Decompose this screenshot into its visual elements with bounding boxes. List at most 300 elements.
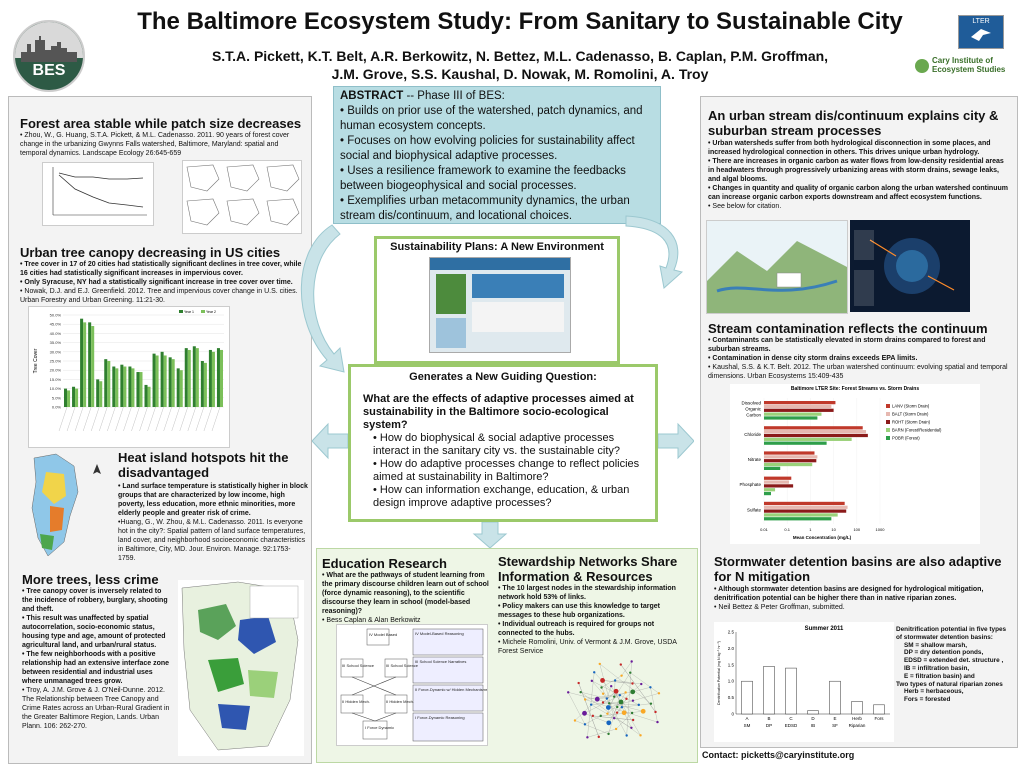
network-edge	[616, 713, 632, 729]
stewardship-title: Stewardship Networks Share Information & Resources	[498, 554, 678, 584]
contam-xtick: 0.01	[760, 527, 768, 532]
question-sub-3: • How can information exchange, education, & urban design improve adaptive processes?	[373, 484, 630, 509]
contam-category: Chloride	[744, 431, 761, 437]
network-node	[610, 685, 612, 687]
contamination-title: Stream contamination reflects the continuum	[708, 321, 988, 336]
canopy-bar	[204, 363, 207, 407]
canopy-bar	[177, 368, 180, 407]
contam-xlabel: Mean Concentration (mg/L)	[792, 535, 852, 540]
contam-legend-swatch	[886, 420, 890, 424]
contamination-bullet-1: • Contaminants can be statistically elevated in storm drains compared to forest and suburban streams.	[708, 337, 986, 353]
left-arrow-icon	[312, 422, 348, 460]
contam-category: Nitrate	[747, 457, 761, 462]
canopy-xtick-mark	[204, 407, 212, 431]
stormwater-bullet-1: • Although stormwater detention basins are designed for hydrological mitigation, denitrification potential can be higher there than in native riparian zones.	[714, 586, 984, 602]
canopy-bar	[128, 367, 131, 407]
canopy-bullet-2: • Only Syracuse, NY had a statistically significant increase in tree cover over time.	[20, 279, 293, 286]
urbanstream-bullet-3: • Changes in quantity and quality of organic carbon along the urban watershed continuum can increase organic carbon exports downstream and affect ecosystem functions.	[708, 185, 1008, 201]
network-node	[595, 697, 600, 702]
bes-logo	[13, 20, 85, 92]
diagram-label-force: I Force Dynamic	[365, 725, 395, 730]
network-node	[624, 691, 626, 693]
stormwater-legend-5: IB = infiltration basin,	[904, 664, 970, 672]
stormwater-legend-8: Herb = herbaceous,	[904, 688, 964, 696]
canopy-bar	[156, 355, 159, 407]
question-sub-1: • How do biophysical & social adaptive processes interact in the sanitary city vs. the sustainable city?	[373, 432, 621, 457]
network-node	[638, 704, 640, 706]
contamination-bullet-3: • Kaushal, S.S. & K.T. Belt. 2012. The urban watershed continuum: evolving spatial and temporal dimensions. Urban Ecosystems 15:409-435	[708, 364, 1008, 380]
learning-pathway-diagram	[336, 624, 488, 746]
contact-email[interactable]: Contact: picketts@caryinstitute.org	[702, 750, 855, 760]
forest-line-chart	[42, 162, 154, 226]
contam-bar	[764, 413, 821, 416]
network-node	[600, 678, 605, 683]
network-node	[574, 719, 576, 721]
canopy-bar	[145, 385, 148, 407]
network-edge	[575, 720, 609, 733]
stormwater-legend-9: Fors = forested	[904, 696, 951, 704]
canopy-bar	[201, 361, 204, 407]
question-heading: Generates a New Guiding Question:	[409, 371, 597, 383]
contam-bar	[764, 426, 863, 429]
stewardship-bullet-4: • Michele Romolini, Univ. of Vermont & J.M. Grove, USDA Forest Service	[498, 639, 677, 655]
network-node	[584, 698, 586, 700]
network-node	[629, 671, 631, 673]
stewardship-network	[560, 650, 670, 754]
network-edge	[603, 680, 633, 683]
canopy-bar	[83, 322, 86, 407]
denit-ytick: 1.5	[727, 662, 734, 668]
contam-xtick: 10	[831, 527, 836, 532]
canopy-title: Urban tree canopy decreasing in US cities	[20, 245, 281, 260]
contam-bar	[764, 513, 838, 516]
contam-bar	[764, 401, 835, 404]
canopy-ytick: 30.0%	[49, 349, 61, 355]
network-node	[630, 660, 632, 662]
network-node	[606, 697, 608, 699]
cary-logo	[914, 56, 1014, 76]
lter-logo	[958, 15, 1004, 49]
canopy-xtick-mark	[148, 407, 156, 431]
stormwater-legend	[896, 626, 1008, 704]
network-edge	[585, 716, 601, 724]
canopy-bar	[193, 346, 196, 407]
moretrees-title: More trees, less crime	[22, 572, 159, 587]
heat-bullet-1: • Land surface temperature is statistically higher in block groups that are characterized by low income, high poverty, less education, more ethnic minorities, more elderly people and greater risk of crime.	[118, 483, 308, 517]
network-node	[600, 715, 602, 717]
canopy-bar	[112, 367, 115, 407]
network-edge	[633, 687, 651, 692]
network-node	[632, 699, 634, 701]
network-node	[567, 691, 569, 693]
plans-screenshot	[429, 257, 571, 353]
denit-bar	[830, 681, 841, 714]
denitrification-chart	[714, 622, 894, 742]
stormwater-legend-3: DP = dry detention ponds,	[904, 649, 984, 657]
canopy-bar	[104, 359, 107, 407]
denit-bar	[852, 702, 863, 714]
network-node	[625, 698, 627, 700]
lter-logo-text: LTER	[972, 18, 990, 25]
denit-ytick: 1.0	[727, 678, 734, 684]
crime-map	[178, 580, 304, 756]
abstract-box	[333, 86, 661, 224]
diagram-label-school-right: III School Science	[386, 663, 419, 668]
stewardship-bullet-3: • Individual outreach is required for groups not connected to the hubs.	[498, 621, 655, 637]
diagram-row-4: I Force-Dynamic Reasoning	[415, 715, 465, 720]
contam-bar	[764, 506, 848, 509]
heat-island-map	[26, 452, 86, 562]
denit-category: EDSD	[784, 723, 798, 728]
stormwater-legend-1: of stormwater detention basins:	[896, 633, 993, 641]
abstract-bullet-1: • Builds on prior use of the watershed, patch dynamics, and human ecosystem concepts.	[340, 105, 643, 132]
canopy-bar	[169, 357, 172, 407]
canopy-legend-label: Year 2	[206, 310, 216, 314]
contam-bar	[764, 409, 834, 412]
network-node	[616, 706, 618, 708]
heat-bullet-2: •Huang, G., W. Zhou, & M.L. Cadenasso. 2011. Is everyone hot in the city?: Spatial pattern of land surface temperatures, land cover, and neighborhood socioeconomic characteristics in Baltimore, City, MD. Jour. Environ. Manage. 92:1753-1759.	[118, 519, 306, 562]
stormwater-title: Stormwater detention basins are also adaptive for N mitigation	[714, 554, 1002, 584]
denit-bar	[742, 681, 753, 714]
canopy-bar	[136, 372, 139, 407]
authors	[170, 47, 870, 83]
stormwater-bullet-2: • Neil Bettez & Peter Groffman, submitted.	[714, 604, 845, 611]
abstract-heading-bold: ABSTRACT	[340, 90, 404, 102]
contam-bar	[764, 467, 780, 470]
canopy-bar	[91, 326, 94, 407]
contam-category: Organic	[745, 406, 761, 412]
canopy-ytick: 0.0%	[51, 404, 61, 410]
forest-citation: • Zhou, W., G. Huang, S.T.A. Pickett, & M.L. Cadenasso. 2011. 90 years of forest cover change in the urbanizing Gwynns Falls watershed, Baltimore, Maryland: spatial and temporal dynamics. Landscape Ecology 26:645-659	[20, 132, 290, 157]
network-node	[586, 736, 588, 738]
network-node	[582, 711, 587, 716]
canopy-bar	[172, 359, 175, 407]
canopy-text	[20, 260, 305, 305]
canopy-ytick: 50.0%	[49, 312, 61, 318]
canopy-bar	[131, 368, 134, 407]
contam-bar	[764, 517, 831, 520]
canopy-xtick-mark	[123, 407, 131, 431]
canopy-bar	[212, 352, 215, 407]
network-node	[621, 706, 623, 708]
stormwater-legend-6: E = filtration basin) and	[904, 672, 975, 680]
canopy-xtick-mark	[67, 407, 75, 431]
denit-letter: A	[745, 716, 749, 721]
canopy-bar	[209, 350, 212, 407]
education-title: Education Research	[322, 556, 447, 571]
denit-letter: C	[789, 716, 793, 721]
network-node	[616, 711, 618, 713]
canopy-xtick-mark	[156, 407, 164, 431]
contam-xtick: 1000	[875, 527, 885, 532]
contam-bar	[764, 438, 852, 441]
contamination-bullet-2: • Contamination in dense city storm drains exceeds EPA limits.	[708, 355, 918, 362]
abstract-heading	[340, 89, 654, 104]
contam-bar	[764, 455, 817, 458]
contam-xtick: 0.1	[784, 527, 790, 532]
canopy-ylabel: Tree Cover	[33, 348, 39, 374]
down-arrow-2-icon	[470, 522, 510, 548]
canopy-bar	[64, 389, 67, 407]
network-node	[584, 723, 586, 725]
denit-category: SM	[743, 723, 751, 728]
network-node	[654, 711, 656, 713]
network-node	[598, 736, 600, 738]
contam-bar	[764, 405, 831, 408]
canopy-ytick: 40.0%	[49, 330, 61, 336]
denit-ylabel: Denitrification Potential (mg N kg⁻¹ hr⁻¹)	[717, 641, 721, 705]
contam-legend-swatch	[886, 436, 890, 440]
education-bullet-1: • What are the pathways of student learning from the primary discourse children learn out of school (force dynamic reasoning), to the scientific discourse they learn in school (model-based reasoning)?	[322, 572, 489, 615]
stormwater-legend-4: EDSD = extended det. structure ,	[904, 657, 1004, 665]
question-subs	[363, 432, 643, 510]
moretrees-bullet-3: • The few neighborhoods with a positive relationship had an extensive interface zone between residential and industrial uses where unmanaged trees grow.	[22, 651, 170, 685]
urbanstream-bullet-2: • There are increases in organic carbon as water flows from low-density residential areas in headwaters through progressively urbanizing areas with storm drains, sewage leaks, and algal blooms.	[708, 158, 1004, 183]
network-node	[630, 689, 635, 694]
stewardship-text	[498, 584, 690, 656]
network-node	[620, 674, 622, 676]
denit-letter: B	[767, 716, 771, 721]
contam-category: Phosphate	[739, 482, 761, 488]
denit-letter: D	[811, 716, 815, 721]
diagram-label-hidden-right: II Hidden Mech.	[386, 699, 415, 704]
canopy-ytick: 35.0%	[49, 340, 61, 346]
stewardship-bullet-1: • The 10 largest nodes in the stewardship information network hold 53% of links.	[498, 585, 676, 601]
poster-title: The Baltimore Ecosystem Study: From Sanitary to Sustainable City	[137, 8, 903, 35]
contam-category: Dissolved	[741, 400, 761, 406]
canopy-ytick: 10.0%	[49, 386, 61, 392]
canopy-bar	[139, 372, 142, 407]
contam-bar	[764, 442, 827, 445]
canopy-bar	[220, 350, 223, 407]
network-edge	[575, 699, 597, 720]
contam-legend-label: POBR (Forest)	[892, 435, 920, 441]
network-node	[632, 719, 634, 721]
right-curve-arrow-icon	[620, 212, 700, 292]
network-edge	[630, 673, 659, 694]
denit-letter: Herb	[852, 716, 862, 721]
contam-legend-swatch	[886, 428, 890, 432]
diagram-row-2: III School Science Narratives	[415, 659, 467, 664]
denit-letter: Fors	[874, 716, 884, 721]
canopy-xtick-mark	[75, 407, 83, 431]
urbanstream-text	[708, 139, 1008, 211]
canopy-legend-label: Year 1	[184, 310, 194, 314]
canopy-legend-swatch	[201, 310, 205, 313]
network-node	[619, 700, 624, 705]
canopy-xtick-mark	[99, 407, 107, 431]
network-node	[614, 689, 619, 694]
denit-ytick: 0	[731, 711, 734, 717]
abstract-bullet-3: • Uses a resilience framework to examine the feedbacks between biogeophysical and social processes.	[340, 165, 626, 192]
denit-bar	[874, 705, 885, 714]
canopy-ytick: 5.0%	[51, 395, 61, 401]
contam-bar	[764, 459, 816, 462]
contam-bar	[764, 492, 771, 495]
canopy-bar	[153, 354, 156, 407]
denit-letter: E	[833, 716, 837, 721]
canopy-xtick-mark	[83, 407, 91, 431]
network-node	[607, 733, 609, 735]
contam-bar	[764, 480, 789, 483]
contam-bar	[764, 477, 791, 480]
denit-ytick: 2.0	[727, 645, 734, 651]
canopy-xtick-mark	[140, 407, 148, 431]
authors-line-1: S.T.A. Pickett, K.T. Belt, A.R. Berkowitz, N. Bettez, M.L. Cadenasso, B. Caplan, P.M. Groffman,	[211, 48, 829, 64]
education-text	[322, 571, 494, 625]
canopy-bar	[67, 390, 70, 407]
watershed-illustration	[706, 220, 848, 314]
canopy-bar	[123, 367, 126, 407]
network-node	[591, 680, 593, 682]
stormwater-text	[714, 585, 1010, 612]
urbanstream-bullet-1: • Urban watersheds suffer from both hydrological disconnection in some places, and increased hydrological connection in others. This drives unique urban hydrology.	[708, 140, 991, 156]
question-box	[348, 364, 658, 522]
network-node	[625, 734, 627, 736]
canopy-xtick-mark	[91, 407, 99, 431]
network-node	[631, 682, 633, 684]
diagram-label-hidden-left: II Hidden Mech.	[342, 699, 371, 704]
canopy-xtick-mark	[188, 407, 196, 431]
network-node	[606, 712, 608, 714]
network-node	[599, 663, 601, 665]
denit-title: Summer 2011	[804, 626, 844, 632]
canopy-xtick-mark	[115, 407, 123, 431]
left-curve-arrow-icon	[282, 220, 352, 380]
bird-icon	[969, 25, 993, 43]
contam-bar	[764, 463, 812, 466]
denit-group-label: Riparian	[848, 723, 866, 728]
cary-logo-text: Cary Institute of Ecosystem Studies	[932, 56, 1006, 74]
denit-category: IB	[810, 723, 816, 728]
canopy-bar	[188, 350, 191, 407]
forest-title: Forest area stable while patch size decreases	[20, 116, 302, 131]
canopy-bar	[180, 370, 183, 407]
canopy-ytick: 20.0%	[49, 367, 61, 373]
canopy-bar	[196, 348, 199, 407]
network-node	[650, 702, 652, 704]
network-node	[615, 728, 617, 730]
plans-box	[374, 236, 620, 364]
canopy-bar	[99, 381, 102, 407]
canopy-ytick: 15.0%	[49, 376, 61, 382]
contam-xtick: 100	[853, 527, 861, 532]
contam-legend-label: ROHT (Storm Drain)	[892, 419, 931, 425]
abstract-bullet-2: • Focuses on how evolving policies for sustainability affect social and biophysical adaptive processes.	[340, 135, 635, 162]
contam-bar	[764, 416, 817, 419]
network-node	[631, 712, 633, 714]
network-node	[620, 663, 622, 665]
contam-bar	[764, 430, 866, 433]
diagram-row-1: IV Model-Based Reasoning	[415, 631, 464, 636]
canopy-bar	[96, 379, 99, 407]
network-node	[592, 715, 594, 717]
network-node	[640, 683, 642, 685]
urbanstream-title: An urban stream dis/continuum explains city & suburban stream processes	[708, 108, 999, 138]
contam-xtick: 1	[809, 527, 812, 532]
contam-legend-label: BALT (Storm Drain)	[892, 411, 929, 417]
leaf-icon	[914, 58, 930, 74]
denit-ytick: 2.5	[727, 629, 734, 635]
contam-category: Carbon	[746, 412, 761, 418]
diagram-label-iv: IV Model Based	[369, 632, 398, 637]
canopy-bar	[107, 361, 110, 407]
contamination-chart	[730, 384, 980, 544]
authors-line-2: J.M. Grove, S.S. Kaushal, D. Nowak, M. Romolini, A. Troy	[331, 66, 709, 82]
network-node	[619, 694, 621, 696]
network-node	[580, 691, 582, 693]
network-node	[600, 686, 602, 688]
network-node	[630, 727, 632, 729]
abstract-bullet-4: • Exemplifies urban metacommunity dynamics, the urban stream dis/continuum, and locational choices.	[340, 195, 630, 222]
network-node	[622, 710, 627, 715]
contam-bar	[764, 434, 868, 437]
contam-legend-label: LANV (Storm Drain)	[892, 403, 930, 409]
canopy-xtick-mark	[212, 407, 220, 431]
network-node	[658, 692, 660, 694]
moretrees-text	[22, 587, 172, 731]
canopy-xtick-mark	[107, 407, 115, 431]
canopy-xtick-mark	[59, 407, 67, 431]
stormwater-legend-2: SM = shallow marsh,	[904, 641, 968, 649]
contamination-text	[708, 336, 1008, 381]
network-node	[656, 721, 658, 723]
network-node	[606, 720, 611, 725]
diagram-row-3: II Force-Dynamic w/ Hidden Mechanisms	[415, 687, 487, 692]
contam-bar	[764, 509, 846, 512]
canopy-bar	[88, 322, 91, 407]
canopy-ytick: 45.0%	[49, 321, 61, 327]
network-node	[613, 695, 615, 697]
contam-legend-label: BARN (Forest/Residential)	[892, 427, 942, 433]
contam-bar	[764, 502, 845, 505]
canopy-xtick-mark	[164, 407, 172, 431]
canopy-legend-swatch	[179, 310, 183, 313]
heat-title: Heat island hotspots hit the disadvantaged	[118, 450, 289, 480]
canopy-bar	[75, 389, 78, 407]
network-node	[590, 703, 592, 705]
canopy-bullet-1: • Tree cover in 17 of 20 cities had statistically significant declines in tree cover, while 16 cities had statistically significant increases in impervious cover.	[20, 261, 302, 277]
stream-process-diagram	[850, 220, 970, 312]
network-node	[641, 709, 646, 714]
question-main: What are the effects of adaptive processes aimed at sustainability in the Baltimore socio-ecological system?	[363, 393, 634, 431]
network-node	[649, 686, 651, 688]
diagram-label-school-left: III School Science	[342, 663, 375, 668]
heat-text	[118, 482, 308, 563]
canopy-bar	[217, 348, 220, 407]
canopy-bar	[164, 355, 167, 407]
canopy-bullet-3: • Nowak, D.J. and E.J. Greenfield. 2012. Tree and impervious cover change in U.S. cities. Urban Forestry and Urban Greening. 11:21-30.	[20, 288, 298, 304]
moretrees-bullet-4: • Troy, A. J.M. Grove & J. O'Neil-Dunne. 2012. The Relationship between Tree Canopy and Crime Rates across an Urban-Rural Gradient in the Greater Baltimore Region, Lands. Urban Plann. 106: 262-270.	[22, 687, 170, 730]
question-sub-2: • How do adaptive processes change to reflect policies aimed at sustainability in Baltimore?	[373, 458, 640, 483]
denit-category: DP	[765, 723, 773, 728]
canopy-xtick-mark	[180, 407, 188, 431]
city-skyline-icon	[21, 34, 77, 62]
canopy-xtick-mark	[131, 407, 139, 431]
canopy-bar	[115, 368, 118, 407]
contam-category: Sulfate	[746, 507, 761, 513]
denit-bar	[786, 668, 797, 714]
urbanstream-bullet-4: • See below for citation.	[708, 203, 782, 210]
denit-ytick: 0.5	[727, 695, 734, 701]
canopy-bar	[148, 387, 151, 407]
denit-category: SF	[832, 723, 838, 728]
denit-bar	[808, 711, 819, 714]
canopy-ytick: 25.0%	[49, 358, 61, 364]
canopy-bar	[120, 365, 123, 407]
education-bullet-2: • Bess Caplan & Alan Berkowitz	[322, 617, 421, 624]
network-node	[639, 734, 641, 736]
